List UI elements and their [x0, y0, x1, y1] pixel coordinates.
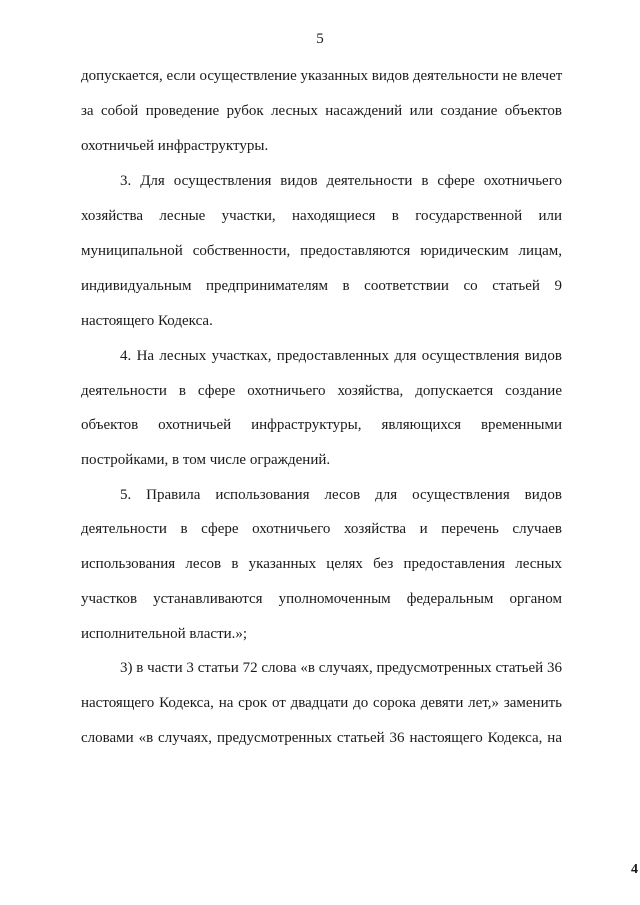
text-line: индивидуальным предпринимателям в соответствии со статьей 9 [81, 278, 562, 294]
text-line: деятельности в сфере охотничьего хозяйства, допускается создание [81, 383, 562, 399]
text-line: объектов охотничьей инфраструктуры, являющихся временными [81, 417, 562, 433]
text-line: 4. На лесных участках, предоставленных для осуществления видов [120, 348, 562, 364]
text-line: 5. Правила использования лесов для осуществления видов [120, 487, 562, 503]
text-line: деятельности в сфере охотничьего хозяйства и перечень случаев [81, 521, 562, 537]
text-line: использования лесов в указанных целях без предоставления лесных [81, 556, 562, 572]
page-number: 5 [316, 31, 324, 47]
text-line: 3) в части 3 статьи 72 слова «в случаях, предусмотренных статьей 36 [120, 660, 562, 676]
text-line: хозяйства лесные участки, находящиеся в государственной или [81, 208, 562, 224]
text-line: словами «в случаях, предусмотренных статьей 36 настоящего Кодекса, на [81, 730, 562, 746]
text-line: допускается, если осуществление указанных видов деятельности не влечет [81, 68, 563, 84]
corner-mark: 4 [631, 862, 638, 877]
text-line: настоящего Кодекса, на срок от двадцати до сорока девяти лет,» заменить [81, 695, 562, 711]
text-line: постройками, в том числе ограждений. [81, 452, 331, 468]
text-line: за собой проведение рубок лесных насаждений или создание объектов [81, 103, 562, 119]
text-line: участков устанавливаются уполномоченным федеральным органом [81, 591, 562, 607]
text-line: 3. Для осуществления видов деятельности в сфере охотничьего [120, 173, 562, 189]
text-line: охотничьей инфраструктуры. [81, 138, 269, 154]
text-line: муниципальной собственности, предоставляются юридическим лицам, [81, 243, 562, 259]
text-line: настоящего Кодекса. [81, 313, 213, 329]
text-line: исполнительной власти.»; [81, 626, 248, 642]
